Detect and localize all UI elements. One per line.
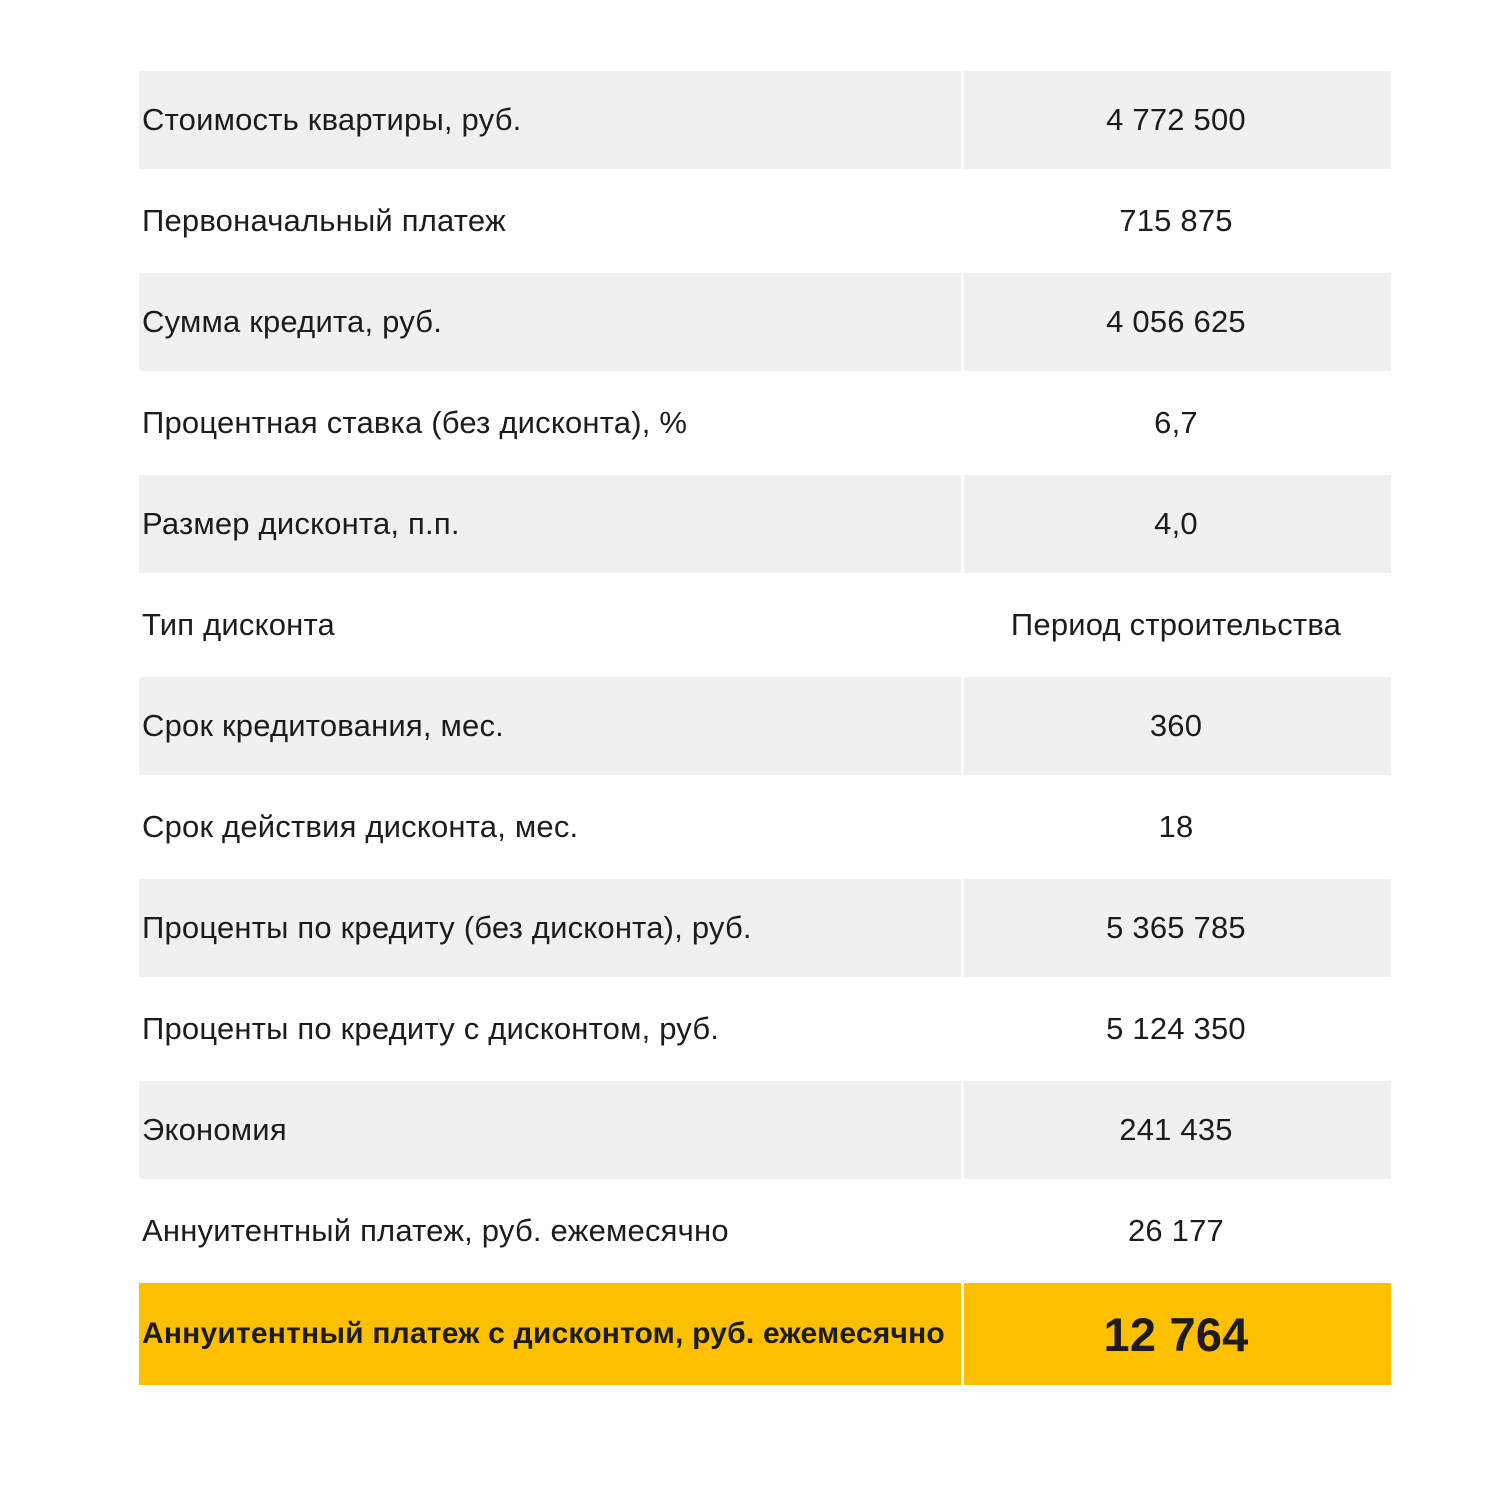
row-value: 241 435 xyxy=(964,1081,1391,1179)
row-value: 4,0 xyxy=(964,475,1391,573)
row-label: Сумма кредита, руб. xyxy=(139,273,961,371)
table-row-discount-type xyxy=(139,576,1391,677)
row-label: Размер дисконта, п.п. xyxy=(139,475,961,573)
row-value: 4 772 500 xyxy=(964,71,1391,169)
row-label: Аннуитентный платеж, руб. ежемесячно xyxy=(139,1182,961,1280)
row-value: Период строительства xyxy=(964,576,1391,674)
table-row-interest-with-discount xyxy=(139,980,1391,1081)
row-value: 5 124 350 xyxy=(964,980,1391,1078)
row-label: Экономия xyxy=(139,1081,961,1179)
table-row-discount-term xyxy=(139,778,1391,879)
table-row-annuity-payment xyxy=(139,1182,1391,1283)
row-value: 26 177 xyxy=(964,1182,1391,1280)
table-row-savings xyxy=(139,1081,1391,1182)
row-label: Срок действия дисконта, мес. xyxy=(139,778,961,876)
table-row-interest-rate xyxy=(139,374,1391,475)
table-row-discount-size xyxy=(139,475,1391,576)
table-row-annuity-payment-with-discount xyxy=(139,1283,1391,1385)
row-label: Проценты по кредиту с дисконтом, руб. xyxy=(139,980,961,1078)
row-label: Стоимость квартиры, руб. xyxy=(139,71,961,169)
row-value: 12 764 xyxy=(964,1283,1391,1385)
row-label: Первоначальный платеж xyxy=(139,172,961,270)
row-label: Аннуитентный платеж с дисконтом, руб. ежемесячно xyxy=(139,1283,961,1385)
row-label: Тип дисконта xyxy=(139,576,961,674)
row-value: 5 365 785 xyxy=(964,879,1391,977)
row-label: Проценты по кредиту (без дисконта), руб. xyxy=(139,879,961,977)
table-row-loan-amount xyxy=(139,273,1391,374)
table-row-down-payment xyxy=(139,172,1391,273)
row-value: 6,7 xyxy=(964,374,1391,472)
row-label: Процентная ставка (без дисконта), % xyxy=(139,374,961,472)
row-value: 360 xyxy=(964,677,1391,775)
row-label: Срок кредитования, мес. xyxy=(139,677,961,775)
row-value: 715 875 xyxy=(964,172,1391,270)
row-value: 4 056 625 xyxy=(964,273,1391,371)
row-value: 18 xyxy=(964,778,1391,876)
table-row-apartment-price xyxy=(139,71,1391,172)
mortgage-calculation-table xyxy=(139,71,1391,1385)
table-row-interest-without-discount xyxy=(139,879,1391,980)
table-row-loan-term xyxy=(139,677,1391,778)
